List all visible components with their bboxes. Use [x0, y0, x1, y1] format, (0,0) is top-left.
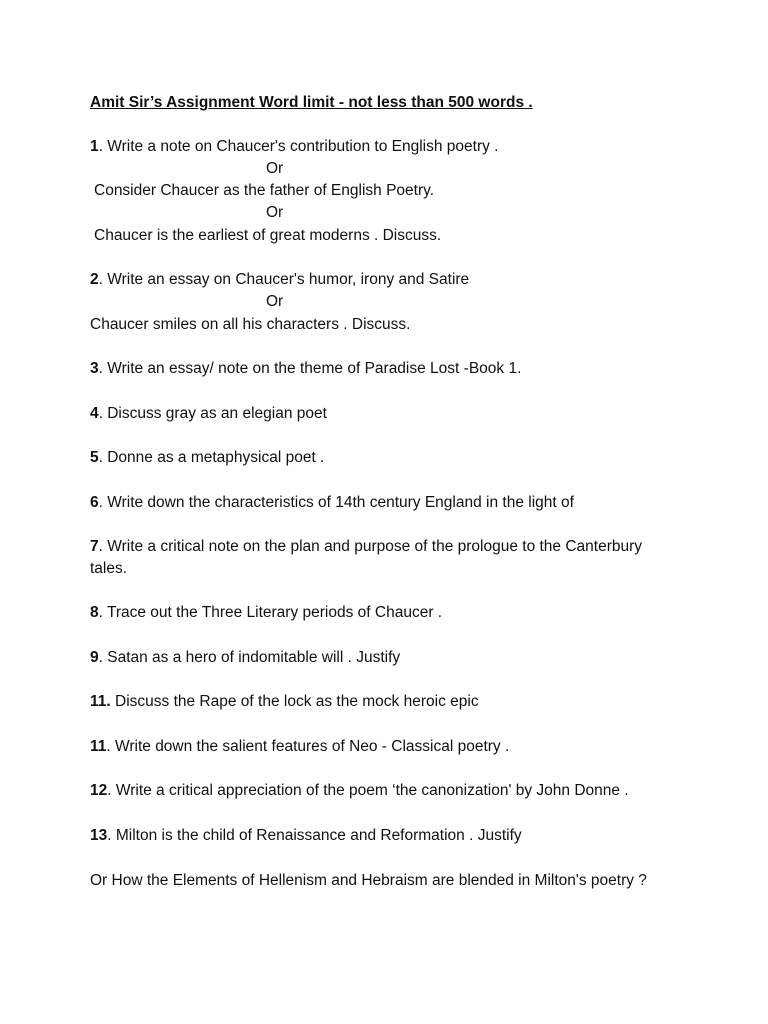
question-number: 12	[90, 782, 108, 799]
question-number: 5	[90, 449, 99, 466]
question-alternative: Chaucer smiles on all his characters . Discuss.	[90, 316, 411, 333]
question-text: . Write an essay/ note on the theme of Paradise Lost -Book 1.	[98, 360, 522, 377]
question-number: 6	[90, 494, 99, 511]
question-number: 9	[90, 649, 99, 666]
question-text: . Milton is the child of Renaissance and Reformation . Justify	[107, 827, 522, 844]
question-number: 4	[90, 405, 99, 422]
question-11b	[90, 737, 509, 757]
question-9	[90, 648, 400, 668]
question-number: 7	[90, 538, 99, 555]
question-13	[90, 826, 522, 846]
question-continuation: tales.	[90, 560, 128, 577]
question-7	[90, 537, 642, 557]
question-12	[90, 781, 629, 801]
question-4	[90, 404, 327, 424]
question-1	[90, 137, 498, 157]
question-11a	[90, 692, 479, 712]
question-number: 3	[90, 360, 99, 377]
or-separator: Or	[266, 160, 284, 177]
question-text: . Write a critical note on the plan and purpose of the prologue to the Canterbury	[98, 538, 643, 555]
question-text: . Trace out the Three Literary periods of Chaucer .	[98, 604, 443, 621]
closing-alternative: Or How the Elements of Hellenism and Hebraism are blended in Milton's poetry ?	[90, 872, 647, 889]
question-number: 11	[90, 738, 107, 755]
question-3	[90, 359, 521, 379]
question-number: 8	[90, 604, 99, 621]
question-6	[90, 493, 574, 513]
question-2	[90, 270, 469, 290]
question-8	[90, 603, 442, 623]
question-text: . Satan as a hero of indomitable will . Justify	[98, 649, 401, 666]
or-separator: Or	[266, 293, 284, 310]
question-text: . Write a note on Chaucer's contribution to English poetry .	[98, 138, 499, 155]
question-text: . Write down the salient features of Neo - Classical poetry .	[106, 738, 510, 755]
question-text: . Write an essay on Chaucer's humor, irony and Satire	[98, 271, 470, 288]
question-text: . Donne as a metaphysical poet .	[98, 449, 325, 466]
or-separator: Or	[266, 204, 284, 221]
question-alternative: Chaucer is the earliest of great moderns . Discuss.	[94, 227, 442, 244]
question-number: 2	[90, 271, 99, 288]
question-number: 13	[90, 827, 108, 844]
question-number: 11.	[90, 693, 111, 710]
question-text: . Write down the characteristics of 14th century England in the light of	[98, 494, 574, 511]
page-title: Amit Sir’s Assignment Word limit - not less than 500 words .	[90, 94, 533, 111]
question-text: . Write a critical appreciation of the poem ‘the canonization' by John Donne .	[107, 782, 629, 799]
question-number: 1	[90, 138, 99, 155]
question-alternative: Consider Chaucer as the father of English Poetry.	[94, 182, 435, 199]
question-5	[90, 448, 324, 468]
question-text: Discuss the Rape of the lock as the mock heroic epic	[110, 693, 479, 710]
question-text: . Discuss gray as an elegian poet	[98, 405, 327, 422]
